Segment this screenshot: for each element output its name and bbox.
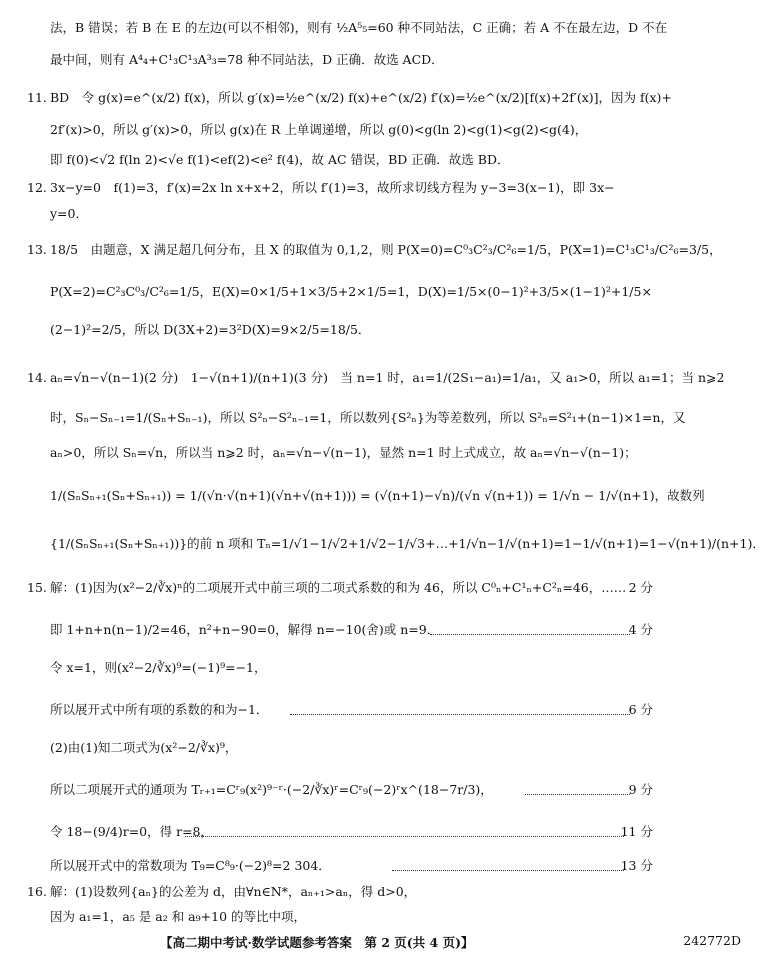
line-text: 18/5 由题意，X 满足超几何分布，且 X 的取值为 0,1,2，则 P(X=0)=C⁰₃C²₃/C²₆=1/5，P(X=1)=C¹₃C¹₃/C²₆=3/5，	[50, 242, 722, 257]
line-text: P(X=2)=C²₃C⁰₃/C²₆=1/5，E(X)=0×1/5+1×3/5+2×1/5=1，D(X)=1/5×(0−1)²+3/5×(1−1)²+1/5×	[50, 284, 652, 299]
leader-dots	[430, 634, 630, 635]
leader-dots	[525, 794, 630, 795]
line-text: 法，B 错误；若 B 在 E 的左边(可以不相邻)，则有 ½A⁵₅=60 种不同站法，C 正确；若 A 不在最左边，D 不在	[50, 20, 668, 35]
line-text: 令 x=1，则(x²−2/∛x)⁹=(−1)⁹=−1，	[50, 660, 267, 675]
line-text: 所以展开式中的常数项为 T₉=C⁸₉·(−2)⁸=2 304．	[50, 858, 331, 873]
page-footer	[0, 933, 765, 951]
score-label: 6 分	[628, 702, 653, 717]
question-number: 12.	[27, 180, 47, 195]
line-text: 所以二项展开式的通项为 Tᵣ₊₁=Cʳ₉(x²)⁹⁻ʳ·(−2/∛x)ʳ=Cʳ₉(−2)ʳx^(18−7r/3)，	[50, 782, 493, 797]
line-text: BD 令 g(x)=e^(x/2) f(x)，所以 g′(x)=½e^(x/2) f(x)+e^(x/2) f′(x)=½e^(x/2)[f(x)+2f′(x)]，因为 f(x)+	[50, 90, 672, 105]
line-text: 令 18−(9/4)r=0，得 r=8，	[50, 824, 214, 839]
line-text: 即 f(0)<√2 f(ln 2)<√e f(1)<ef(2)<e² f(4)，故 AC 错误，BD 正确．故选 BD．	[50, 152, 510, 167]
score-label: 2 分	[628, 580, 653, 595]
score-label: 9 分	[628, 782, 653, 797]
footer-title: 【高二期中考试·数学试题参考答案 第 2 页(共 4 页)】	[160, 935, 474, 950]
question-number: 11.	[27, 90, 47, 105]
score-label: 11 分	[620, 824, 653, 839]
line-text: 即 1+n+n(n−1)/2=46，n²+n−90=0，解得 n=−10(舍)或 n=9．	[50, 622, 440, 637]
score-label: 4 分	[628, 622, 653, 637]
line-text: y=0．	[50, 206, 88, 221]
line-text: 时，Sₙ−Sₙ₋₁=1/(Sₙ+Sₙ₋₁)，所以 S²ₙ−S²ₙ₋₁=1，所以数列{S²ₙ}为等差数列，所以 S²ₙ=S²₁+(n−1)×1=n，又	[50, 410, 686, 425]
question-number: 16.	[27, 884, 47, 899]
leader-dots	[185, 836, 624, 837]
line-text: aₙ=√n−√(n−1)(2 分) 1−√(n+1)/(n+1)(3 分) 当 n=1 时，a₁=1/(2S₁−a₁)=1/a₁，又 a₁>0，所以 a₁=1；当 n⩾2	[50, 370, 725, 385]
question-number: 14.	[27, 370, 47, 385]
line-text: (2−1)²=2/5，所以 D(3X+2)=3²D(X)=9×2/5=18/5．	[50, 322, 371, 337]
line-text: 1/(SₙSₙ₊₁(Sₙ+Sₙ₊₁)) = 1/(√n·√(n+1)(√n+√(n+1))) = (√(n+1)−√n)/(√n √(n+1)) = 1/√n − 1/√(n+1)，故数列	[50, 488, 705, 503]
line-text: 解：(1)因为(x²−2/∛x)ⁿ的二项展开式中前三项的二项式系数的和为 46，所以 C⁰ₙ+C¹ₙ+C²ₙ=46，……	[50, 580, 627, 595]
leader-dots	[392, 870, 624, 871]
line-text: aₙ>0，所以 Sₙ=√n，所以当 n⩾2 时，aₙ=√n−√(n−1)，显然 n=1 时上式成立，故 aₙ=√n−√(n−1)；	[50, 445, 637, 460]
line-text: 因为 a₁=1，a₅ 是 a₂ 和 a₉+10 的等比中项，	[50, 909, 307, 924]
line-text: 解：(1)设数列{aₙ}的公差为 d，由∀n∈N*，aₙ₊₁>aₙ，得 d>0，	[50, 884, 417, 899]
line-text: 2f′(x)>0，所以 g′(x)>0，所以 g(x)在 R 上单调递增，所以 g(0)<g(ln 2)<g(1)<g(2)<g(4)，	[50, 122, 588, 137]
line-text: (2)由(1)知二项式为(x²−2/∛x)⁹，	[50, 740, 238, 755]
question-number: 15.	[27, 580, 47, 595]
line-text: 3x−y=0 f(1)=3，f′(x)=2x ln x+x+2，所以 f′(1)=3，故所求切线方程为 y−3=3(x−1)，即 3x−	[50, 180, 615, 195]
leader-dots	[290, 714, 630, 715]
footer-code: 242772D	[683, 933, 741, 948]
line-text: {1/(SₙSₙ₊₁(Sₙ+Sₙ₊₁))}的前 n 项和 Tₙ=1/√1−1/√2+1/√2−1/√3+…+1/√n−1/√(n+1)=1−1/√(n+1)=1−√(n+1)/(n+1)．	[50, 536, 765, 551]
line-text: 所以展开式中所有项的系数的和为−1．	[50, 702, 269, 717]
line-text: 最中间，则有 A⁴₄+C¹₃C¹₃A³₃=78 种不同站法，D 正确．故选 ACD．	[50, 52, 444, 67]
score-label: 13 分	[620, 858, 653, 873]
question-number: 13.	[27, 242, 47, 257]
